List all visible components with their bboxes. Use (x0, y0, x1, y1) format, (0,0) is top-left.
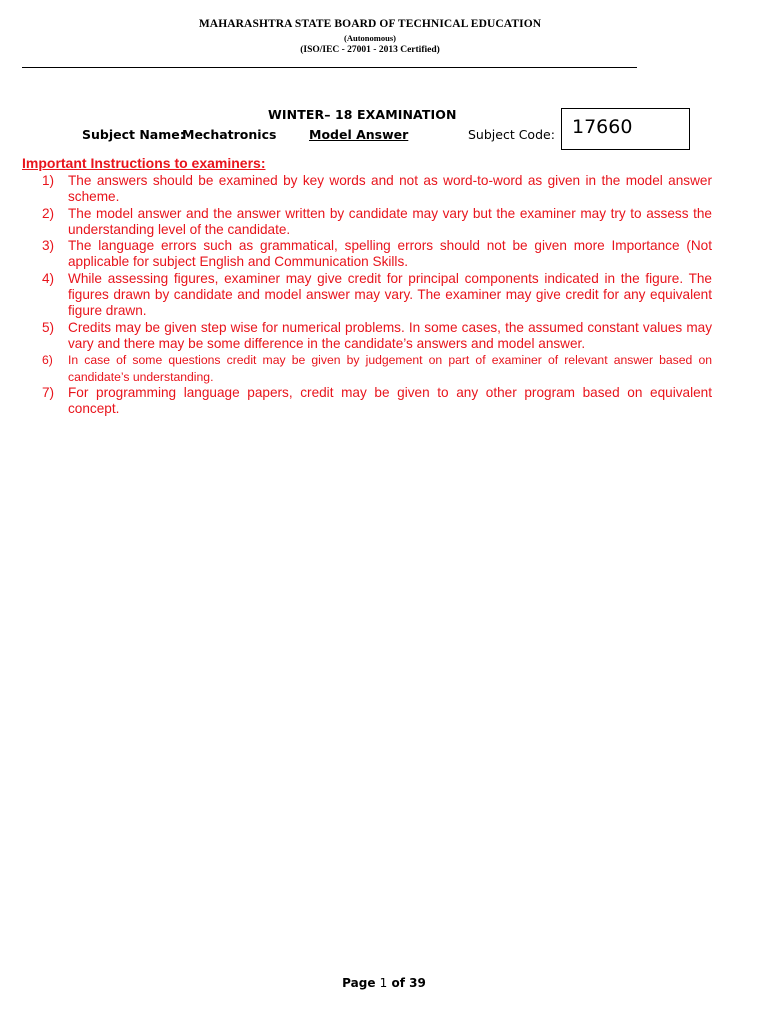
page-label: Page (342, 976, 376, 990)
instruction-number: 1) (42, 173, 55, 188)
subject-name-value: Mechatronics (182, 127, 277, 142)
instruction-text: The answers should be examined by key words and not as word-to-word as given in the model answer scheme. (68, 173, 712, 205)
instruction-number: 4) (42, 270, 55, 286)
certification-label: (ISO/IEC - 27001 - 2013 Certified) (300, 45, 440, 55)
model-answer-label: Model Answer (309, 127, 409, 142)
page-of: of (391, 976, 405, 990)
instruction-number: 6) (42, 353, 53, 368)
page-footer (0, 976, 768, 990)
instruction-item (36, 385, 712, 418)
instruction-item (36, 271, 712, 320)
board-name: MAHARASHTRA STATE BOARD OF TECHNICAL EDUCATION (198, 18, 542, 30)
autonomous-label: (Autonomous) (344, 33, 396, 43)
instruction-text: Credits may be given step wise for numerical problems. In some cases, the assumed constant values may vary and there may be some difference in the candidate’s answers and model answer. (68, 319, 712, 351)
subject-name-label: Subject Name: (82, 127, 185, 142)
page-current: 1 (379, 976, 388, 990)
instruction-item (36, 238, 712, 271)
instruction-number: 5) (42, 319, 55, 335)
page-total: 39 (409, 976, 426, 990)
instruction-text: For programming language papers, credit may be given to any other program based on equivalent concept. (68, 384, 712, 417)
instruction-text: In case of some questions credit may be given by judgement on part of examiner of relevant answer based on candidate’s understanding. (68, 353, 712, 384)
instruction-item (36, 352, 712, 385)
instruction-text: While assessing figures, examiner may give credit for principal components indicated in the figure. The figures drawn by candidate and model answer may vary. The examiner may give credit for any equivalent figure drawn. (68, 270, 712, 319)
instruction-text: The language errors such as grammatical, spelling errors should not be given more Importance (Not applicable for subject English and Communication Skills. (68, 238, 712, 270)
instruction-item (36, 320, 712, 353)
instruction-list (36, 173, 712, 417)
header-divider (22, 67, 637, 68)
instruction-number: 3) (42, 238, 55, 254)
instruction-number: 2) (42, 205, 55, 221)
instruction-number: 7) (42, 384, 55, 400)
subject-code-value: 17660 (572, 116, 633, 138)
instructions-heading: Important Instructions to examiners: (22, 155, 266, 171)
instruction-text: The model answer and the answer written by candidate may vary but the examiner may try to assess the understanding level of the candidate. (68, 205, 712, 237)
instruction-item (36, 206, 712, 239)
subject-code-box (561, 108, 690, 150)
subject-code-label: Subject Code: (468, 127, 555, 142)
instruction-item (36, 173, 712, 206)
exam-title: WINTER– 18 EXAMINATION (268, 107, 457, 122)
